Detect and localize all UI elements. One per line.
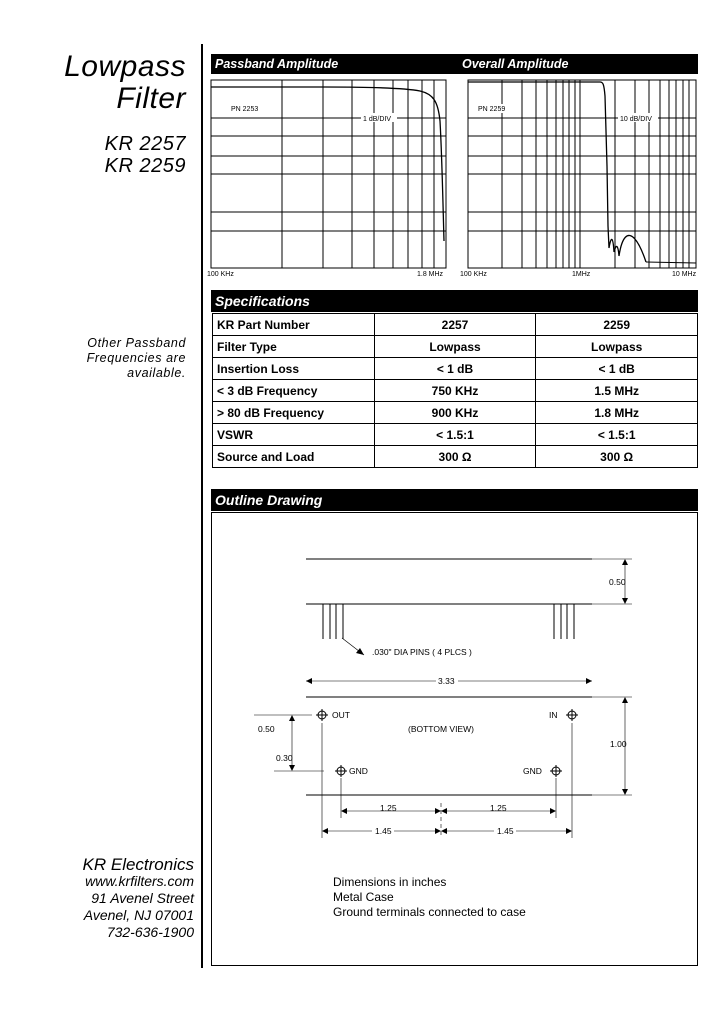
- note-ground: Ground terminals connected to case: [333, 905, 526, 919]
- outline-notes: [333, 875, 526, 920]
- arrow: [435, 808, 441, 814]
- arrow: [322, 828, 328, 834]
- arrow: [435, 828, 441, 834]
- table-cell: 300 Ω: [374, 446, 536, 468]
- city-address: Avenel, NJ 07001: [83, 907, 194, 923]
- table-header-row: [213, 314, 698, 336]
- arrow: [289, 715, 295, 721]
- website-link[interactable]: www.krfilters.com: [85, 873, 194, 889]
- title-filter: Filter: [116, 82, 186, 115]
- overall-header: Overall Amplitude: [462, 57, 569, 71]
- table-row: [213, 358, 698, 380]
- dim-145b-label: 1.45: [497, 826, 514, 836]
- table-cell: < 1 dB: [374, 358, 536, 380]
- passband-x-start: 100 KHz: [207, 271, 234, 278]
- out-label: OUT: [332, 710, 350, 720]
- dim-125a-label: 1.25: [380, 803, 397, 813]
- note-line-1: Other Passband: [87, 336, 186, 350]
- passband-scale-label: 1 dB/DIV: [363, 116, 392, 123]
- gnd-left-label: GND: [349, 766, 368, 776]
- table-cell: 1.5 MHz: [536, 380, 698, 402]
- arrow: [622, 789, 628, 795]
- arrow: [356, 648, 364, 655]
- arrow: [441, 828, 447, 834]
- overall-x-start: 100 KHz: [460, 271, 487, 278]
- passband-pn-label: PN 2253: [231, 106, 259, 113]
- table-cell: Source and Load: [213, 446, 375, 468]
- pins-label: .030" DIA PINS ( 4 PLCS ): [372, 647, 472, 657]
- table-cell: < 1 dB: [536, 358, 698, 380]
- model-kr2259: KR 2259: [104, 155, 186, 177]
- table-cell: < 1.5:1: [374, 424, 536, 446]
- table-cell: > 80 dB Frequency: [213, 402, 375, 424]
- dim-050b-label: 0.50: [258, 724, 275, 734]
- arrow: [341, 808, 347, 814]
- note-line-2: Frequencies are: [86, 351, 186, 365]
- table-cell: Insertion Loss: [213, 358, 375, 380]
- arrow: [622, 559, 628, 565]
- table-row: [213, 336, 698, 358]
- dim-333-label: 3.33: [438, 676, 455, 686]
- table-cell: Lowpass: [374, 336, 536, 358]
- arrow: [586, 678, 592, 684]
- overall-pn-label: PN 2259: [478, 106, 506, 113]
- note-line-3: available.: [127, 366, 186, 380]
- table-row: [213, 380, 698, 402]
- dim-100-label: 1.00: [610, 739, 627, 749]
- contact-block: [83, 856, 194, 941]
- note-dimensions: Dimensions in inches: [333, 875, 447, 889]
- dim-030-label: 0.30: [276, 753, 293, 763]
- arrow: [622, 598, 628, 604]
- dim-125b-label: 1.25: [490, 803, 507, 813]
- phone-number: 732-636-1900: [106, 924, 194, 940]
- passband-x-end: 1.8 MHz: [417, 271, 444, 278]
- table-header-cell: KR Part Number: [213, 314, 375, 336]
- specifications-table: [212, 313, 698, 468]
- arrow: [441, 808, 447, 814]
- arrow: [306, 678, 312, 684]
- table-row: [213, 446, 698, 468]
- bottom-view-label: (BOTTOM VIEW): [408, 724, 474, 734]
- table-cell: < 1.5:1: [536, 424, 698, 446]
- model-kr2257: KR 2257: [104, 133, 186, 155]
- company-name: KR Electronics: [82, 855, 194, 874]
- specifications-header: Specifications: [211, 290, 698, 312]
- passband-chart: [205, 76, 455, 281]
- chart-header-bar: [211, 54, 698, 74]
- table-row: [213, 424, 698, 446]
- table-cell: Lowpass: [536, 336, 698, 358]
- table-cell: 300 Ω: [536, 446, 698, 468]
- overall-x-end: 10 MHz: [672, 271, 697, 278]
- table-cell: 1.8 MHz: [536, 402, 698, 424]
- dim-145a-label: 1.45: [375, 826, 392, 836]
- table-cell: 750 KHz: [374, 380, 536, 402]
- table-row: [213, 402, 698, 424]
- passband-header: Passband Amplitude: [215, 57, 339, 71]
- table-header-cell: 2259: [536, 314, 698, 336]
- outline-header: Outline Drawing: [211, 489, 698, 511]
- street-address: 91 Avenel Street: [91, 890, 194, 906]
- arrow: [622, 697, 628, 703]
- arrow: [550, 808, 556, 814]
- vertical-divider: [201, 44, 203, 968]
- in-label: IN: [549, 710, 558, 720]
- gnd-right-label: GND: [523, 766, 542, 776]
- table-header-cell: 2257: [374, 314, 536, 336]
- arrow: [289, 765, 295, 771]
- note-metal-case: Metal Case: [333, 890, 394, 904]
- overall-chart: [456, 76, 700, 281]
- table-cell: < 3 dB Frequency: [213, 380, 375, 402]
- overall-x-mid: 1MHz: [572, 271, 591, 278]
- dim-050-label: 0.50: [609, 577, 626, 587]
- table-cell: Filter Type: [213, 336, 375, 358]
- table-cell: 900 KHz: [374, 402, 536, 424]
- arrow: [566, 828, 572, 834]
- table-cell: VSWR: [213, 424, 375, 446]
- title-lowpass: Lowpass: [64, 50, 186, 83]
- overall-scale-label: 10 dB/DIV: [620, 116, 652, 123]
